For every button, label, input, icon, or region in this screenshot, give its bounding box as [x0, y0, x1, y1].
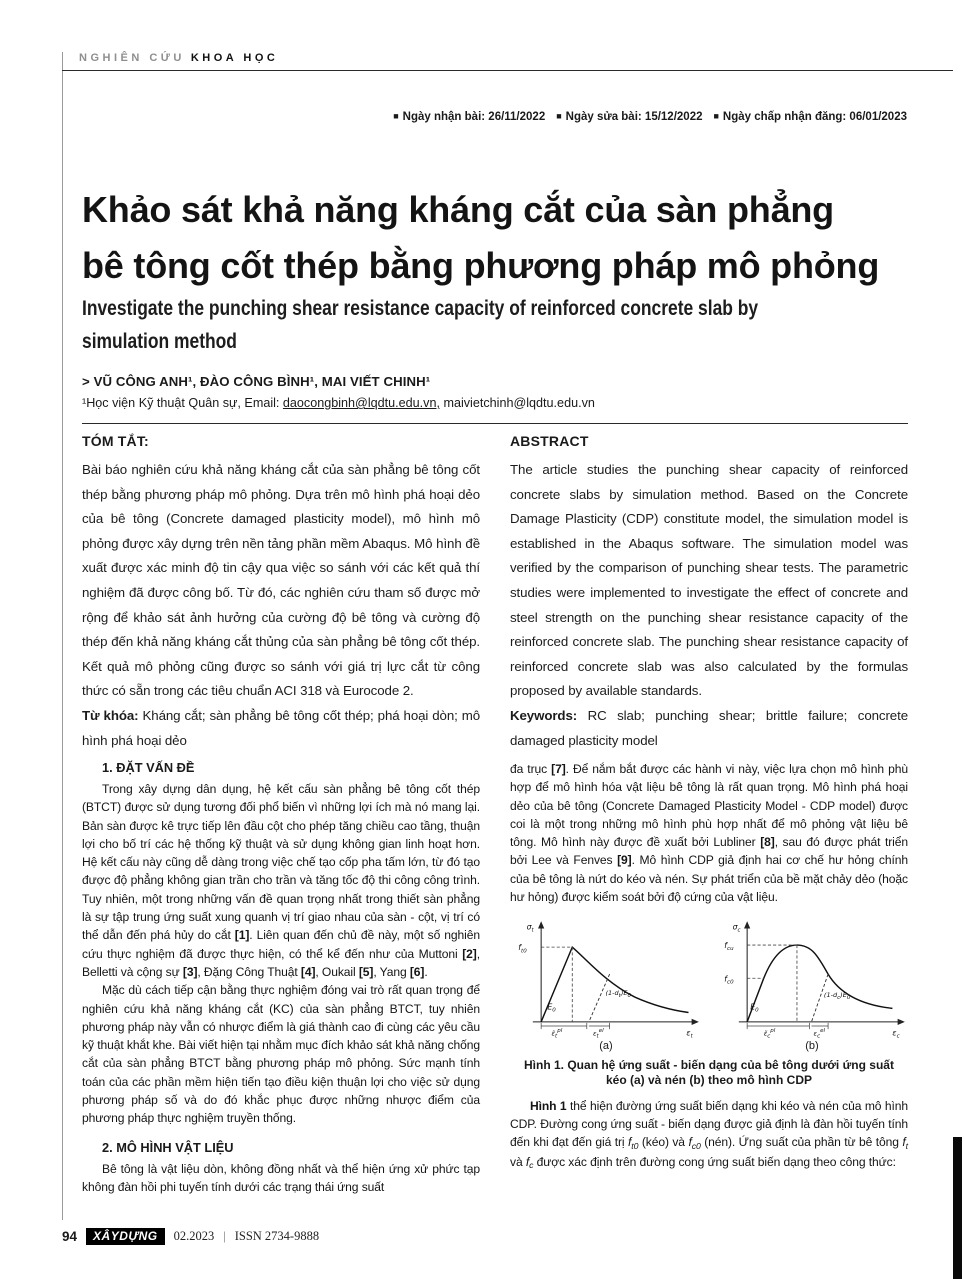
- bullet-square-icon: ■: [393, 111, 399, 121]
- damaged-modulus-label: $(1-d_t)E_0$: [605, 989, 632, 1000]
- body-paragraph: Mặc dù cách tiếp cận bằng thực nghiệm đóng vai trò rất quan trọng để nghiên cứu khả năng kháng cắt (KC) của sàn phẳng BTCT, tuy nhiên phương pháp này vẫn có nhược điểm là giá thành cao đi cùng các yêu cầu kỹ thuật khắt khe. Bài viết hiện tại nhằm mục đích khảo sát khả năng chống cắt của sàn phẳng BTCT bằng phương pháp mô phỏng. Sức mạnh tính toán của các phần mềm hiện tiến tạo điều kiện thuận lợi cho việc sử dụng phương pháp số và do đó khắc phục được những nhược điểm của phương pháp thực nghiệm truyền thống.: [82, 983, 480, 1126]
- left-margin-rule: [62, 52, 63, 1220]
- body-paragraph: Hình 1 thể hiện đường ứng suất biến dạng khi kéo và nén của mô hình CDP. Đường cong ứng suất - biến dạng được giả định là đàn hồi tuyến tính đến khi đạt đến giá trị ft0 (kéo) và fc0 (nén). Ứng suất của phần từ bê tông ft và fc được xác định trên đường cong ứng suất biến dạng theo công thức:: [510, 1098, 909, 1170]
- keywords-en-label: Keywords:: [510, 707, 578, 723]
- keywords-vi: [82, 704, 480, 753]
- figure-1: [510, 916, 908, 1051]
- body-left-column: [82, 760, 480, 1196]
- authors-line: [82, 374, 430, 389]
- subfigure-a-label: (a): [599, 1039, 613, 1052]
- xaydung-logo: XÂYDỰNG: [86, 1228, 165, 1245]
- body-paragraph: Trong xây dựng dân dụng, hệ kết cấu sàn phẳng bê tông cốt thép (BTCT) được sử dụng tương đối phổ biến vì những lợi ích mà nó mang lại. Bản sàn được kê trực tiếp lên đầu cột cho phép tăng chiều cao tầng, thuận lợi cho bố trí các hệ thống kỹ thuật và sử dụng không gian linh hoạt hơn. Hệ kết cấu này cũng dễ dàng trong việc chế tạo cốp pha tấm lớn, từ đó tạo được độ phẳng không gian trần cho trần và tăng tốc độ thi công công trình. Tuy nhiên, một trong những vấn đề quan trọng nhất trong thiết sàn phẳng là sự tập trung ứng suất xung quanh vị trí giao nhau của sàn - cột, vị trí có thể dẫn đến phá hủy do cắt [1]. Liên quan đến chủ đề này, một số nghiên cứu thực nghiệm đã được thực hiện, có thể kể đến như của Muttoni [2], Belletti và cộng sự [3], Đặng Công Thuật [4], Oukail [5], Yang [6].: [82, 782, 481, 979]
- y-axis-label: $\sigma_t$: [526, 922, 534, 934]
- elastic-modulus-label: $E_0$: [547, 1002, 556, 1014]
- page-number: 94: [62, 1229, 78, 1244]
- keywords-en-text: RC slab; punching shear; brittle failure; concrete damaged plasticity model: [510, 707, 908, 748]
- subfigure-b-label: (b): [805, 1039, 819, 1052]
- figure-1-caption: Hình 1. Quan hệ ứng suất - biến dạng của bê tông dưới ứng suất kéo (a) và nén (b) theo mô hình CDP: [524, 1057, 894, 1088]
- tension-curve-svg: [510, 916, 702, 1038]
- elastic-modulus-label: $E_0$: [750, 1002, 759, 1014]
- elastic-strain-label: $\varepsilon_t^{el}$: [593, 1028, 604, 1039]
- affiliation-line: [82, 396, 595, 410]
- ultimate-stress-label: $f_{cu}$: [724, 941, 734, 953]
- y-axis-label: $\sigma_c$: [732, 922, 741, 934]
- abstract-en-heading: ABSTRACT: [510, 433, 589, 449]
- date-received: [393, 111, 545, 123]
- page-footer: [62, 1224, 908, 1251]
- abstract-top-rule: [82, 423, 908, 424]
- date-received-text: Ngày nhận bài: 26/11/2022: [402, 111, 546, 123]
- tension-stress-strain-chart: [510, 916, 702, 1051]
- title-en-line2: simulation method: [82, 330, 237, 353]
- body-right-column: [510, 760, 908, 1196]
- issn-label: ISSN 2734-9888: [234, 1229, 320, 1243]
- abstract-en-body: The article studies the punching shear capacity of reinforced concrete slabs by simulation method. Based on the Concrete Damage Plasticity (CDP) constitute model, the simulation model is established in the Abaqus software. The simulation model was verified by the comparison of punching shear tests. The parametric studies were implemented to investigate the effect of concrete and steel strength on the punching shear resistance capacity of the reinforced concrete slab. The punching shear resistance capacity of reinforced concrete slab was also calculated by the formulas proposed by available standards.: [510, 462, 908, 699]
- bullet-square-icon: ■: [556, 111, 562, 121]
- compression-curve-svg: [716, 916, 908, 1038]
- abstract-vi-body: Bài báo nghiên cứu khả năng kháng cắt của sàn phẳng bê tông cốt thép bằng phương pháp mô phỏng. Dựa trên mô hình phá hoại dẻo của bê tông (Concrete damaged plasticity model), mô hình mô phỏng được xây dựng trên nền tảng phần mềm Abaqus. Mô hình đề xuất được xác minh độ tin cậy qua việc so sánh với các kết quả thí nghiệm đã được công bố. Từ đó, các nghiên cứu tham số được mở rộng để khảo sát ảnh hưởng của cường độ bê tông và cường độ thép đến khả năng kháng cắt thủng của sàn phẳng bê tông cốt thép. Kết quả mô phỏng cũng được so sánh với giá trị lực cắt từ công thức có sẵn trong các tiêu chuẩn ACI 318 và Eurocode 2.: [82, 462, 480, 699]
- email-2: maivietchinh@lqdtu.edu.vn: [443, 396, 595, 410]
- plastic-strain-label: $\varepsiloñ_t^{pl}$: [551, 1028, 563, 1039]
- footer-separator: |: [223, 1229, 226, 1243]
- title-vi-line2: bê tông cốt thép bằng phương pháp mô phỏng: [82, 245, 880, 286]
- abstract-section: [82, 433, 908, 753]
- bullet-square-icon: ■: [713, 111, 719, 121]
- keywords-vi-label: Từ khóa:: [82, 707, 139, 723]
- author-names: VŨ CÔNG ANH¹, ĐÀO CÔNG BÌNH¹, MAI VIẾT CHINH¹: [93, 374, 431, 389]
- x-axis-label: $\varepsilon_c$: [892, 1028, 900, 1039]
- damaged-modulus-label: $(1-d_c)E_0$: [823, 991, 851, 1002]
- section-2-heading: 2. MÔ HÌNH VẬT LIỆU: [102, 1139, 234, 1155]
- abstract-vi-heading: TÓM TẮT:: [82, 433, 149, 449]
- date-accepted: [713, 111, 907, 123]
- affiliation-text: ¹Học viện Kỹ thuật Quân sự, Email:: [82, 396, 283, 410]
- date-revised-text: Ngày sửa bài: 15/12/2022: [565, 111, 703, 123]
- article-body: [82, 760, 908, 1196]
- title-vi-line1: Khảo sát khả năng kháng cắt của sàn phẳng: [82, 189, 834, 230]
- abstract-en-column: [510, 433, 908, 753]
- masthead-rule: [62, 70, 953, 71]
- body-paragraph: Bê tông là vật liệu dòn, không đồng nhất và thể hiện ứng xử phức tạp không đàn hồi phi tuyến tính dưới các trạng thái ứng suất: [82, 1161, 480, 1194]
- masthead-section-light: NGHIÊN CỨU: [79, 52, 185, 64]
- date-revised: [556, 111, 702, 123]
- abstract-vi-column: [82, 433, 480, 753]
- email-link-1[interactable]: daocongbinh@lqdtu.edu.vn,: [282, 396, 440, 410]
- issue-label: 02.2023: [173, 1229, 215, 1243]
- yield-stress-label: $f_{c0}$: [724, 974, 734, 986]
- masthead: [79, 52, 278, 64]
- masthead-section-bold: KHOA HỌC: [190, 52, 279, 64]
- date-accepted-text: Ngày chấp nhận đăng: 06/01/2023: [722, 111, 907, 123]
- elastic-strain-label: $\varepsilon_c^{el}$: [813, 1028, 826, 1039]
- body-paragraph: đa trục [7]. Để nắm bắt được các hành vi này, việc lựa chọn mô hình phù hợp để mô hình hóa vật liệu bê tông là rất quan trọng. Mô hình phá hoại dẻo của bê tông (Concrete Damaged Plasticity Model - CDP model) được coi là một trong những mô hình phù hợp nhất để mô phỏng vật liệu bê tông. Mô hình này được đề xuất bởi Lubliner [8], sau đó được phát triển bởi Lee và Fenves [9]. Mô hình CDP giả định hai cơ chế hư hỏng chính của bê tông là nứt do kéo và nén. Sự phát triển của bề mặt chảy dẻo (hoặc hư hỏng) được kiểm soát bởi độ cứng của vật liệu.: [510, 762, 909, 905]
- plastic-strain-label: $\varepsiloñ_c^{pl}$: [763, 1028, 776, 1039]
- right-edge-black-bar: [953, 1137, 962, 1279]
- x-axis-label: $\varepsilon_t$: [686, 1028, 693, 1039]
- peak-stress-label: $f_{t0}$: [518, 943, 527, 955]
- section-1-heading: 1. ĐẶT VẤN ĐỀ: [102, 760, 195, 775]
- article-title-en: [82, 292, 758, 358]
- keywords-vi-text: Kháng cắt; sàn phẳng bê tông cốt thép; phá hoại dòn; mô hình phá hoại dẻo: [82, 707, 481, 748]
- keywords-en: [510, 704, 908, 753]
- compression-stress-strain-chart: [716, 916, 908, 1051]
- title-en-line1: Investigate the punching shear resistance capacity of reinforced concrete slab by: [82, 297, 759, 320]
- article-title-vi: [82, 182, 879, 294]
- author-marker: >: [82, 374, 90, 389]
- submission-dates: [393, 111, 907, 123]
